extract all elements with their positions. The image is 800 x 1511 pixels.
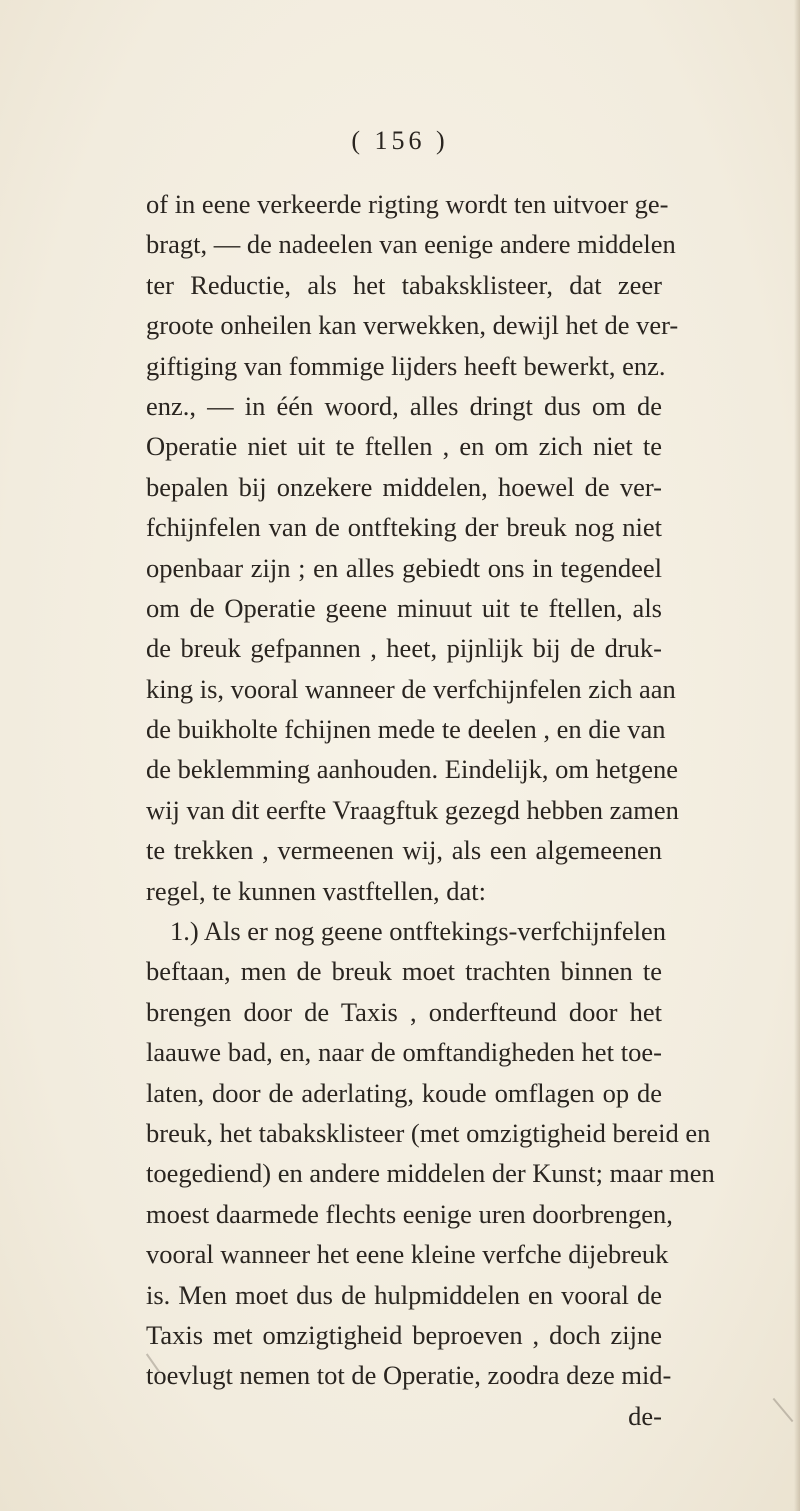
text-line: regel, te kunnen vastftellen, dat: bbox=[146, 875, 486, 906]
text-line: brengen door de Taxis , onderfteund door het bbox=[146, 996, 662, 1027]
text-line: moest daarmede flechts eenige uren doorbrengen, bbox=[146, 1198, 673, 1229]
text-line: enz., — in één woord, alles dringt dus om de bbox=[146, 390, 662, 421]
page-edge-shadow bbox=[794, 0, 800, 1511]
text-line: de buikholte fchijnen mede te deelen , en die van bbox=[146, 714, 666, 745]
text-line: bepalen bij onzekere middelen, hoewel de ver- bbox=[146, 471, 662, 502]
text-line: toegediend) en andere middelen der Kunst; maar men bbox=[146, 1158, 715, 1189]
text-line: ter Reductie, als het tabaksklisteer, dat zeer bbox=[146, 269, 662, 300]
text-line: Operatie niet uit te ftellen , en om zich niet te bbox=[146, 431, 662, 462]
text-line: wij van dit eerfte Vraagftuk gezegd hebben zamen bbox=[146, 794, 679, 825]
paper-blemish bbox=[773, 1398, 794, 1422]
text-line: groote onheilen kan verwekken, dewijl het de ver- bbox=[146, 310, 679, 341]
text-line: openbaar zijn ; en alles gebiedt ons in tegendeel bbox=[146, 552, 662, 583]
text-line: beftaan, men de breuk moet trachten binnen te bbox=[146, 956, 662, 987]
catchword: de- bbox=[628, 1400, 662, 1431]
text-line: te trekken , vermeenen wij, als een algemeenen bbox=[146, 835, 662, 866]
text-line: bragt, — de nadeelen van eenige andere middelen bbox=[146, 229, 676, 260]
text-line: laten, door de aderlating, koude omflagen op de bbox=[146, 1077, 662, 1108]
body-text bbox=[146, 184, 715, 1436]
text-line: giftiging van fommige lijders heeft bewerkt, enz. bbox=[146, 350, 666, 381]
text-line: of in eene verkeerde rigting wordt ten uitvoer ge- bbox=[146, 189, 669, 219]
text-line: vooral wanneer het eene kleine verfche dijebreuk bbox=[146, 1239, 669, 1270]
text-line: king is, vooral wanneer de verfchijnfelen zich aan bbox=[146, 673, 676, 704]
text-line: fchijnfelen van de ontfteking der breuk nog niet bbox=[146, 512, 662, 543]
text-line: de beklemming aanhouden. Eindelijk, om hetgene bbox=[146, 754, 679, 785]
text-line: breuk, het tabaksklisteer (met omzigtigheid bereid en bbox=[146, 1117, 711, 1148]
text-line: toevlugt nemen tot de Operatie, zoodra deze mid- bbox=[146, 1360, 672, 1391]
text-line: om de Operatie geene minuut uit te ftellen, als bbox=[146, 592, 662, 623]
text-line: 1.) Als er nog geene ontftekings-verfchijnfelen bbox=[170, 916, 666, 947]
page-number-header: ( 156 ) bbox=[351, 126, 449, 155]
text-line: Taxis met omzigtigheid beproeven , doch zijne bbox=[146, 1319, 662, 1350]
text-line: is. Men moet dus de hulpmiddelen en vooral de bbox=[146, 1279, 662, 1310]
text-line: de breuk gefpannen , heet, pijnlijk bij de druk- bbox=[146, 633, 662, 664]
text-line: laauwe bad, en, naar de omftandigheden het toe- bbox=[146, 1037, 662, 1068]
